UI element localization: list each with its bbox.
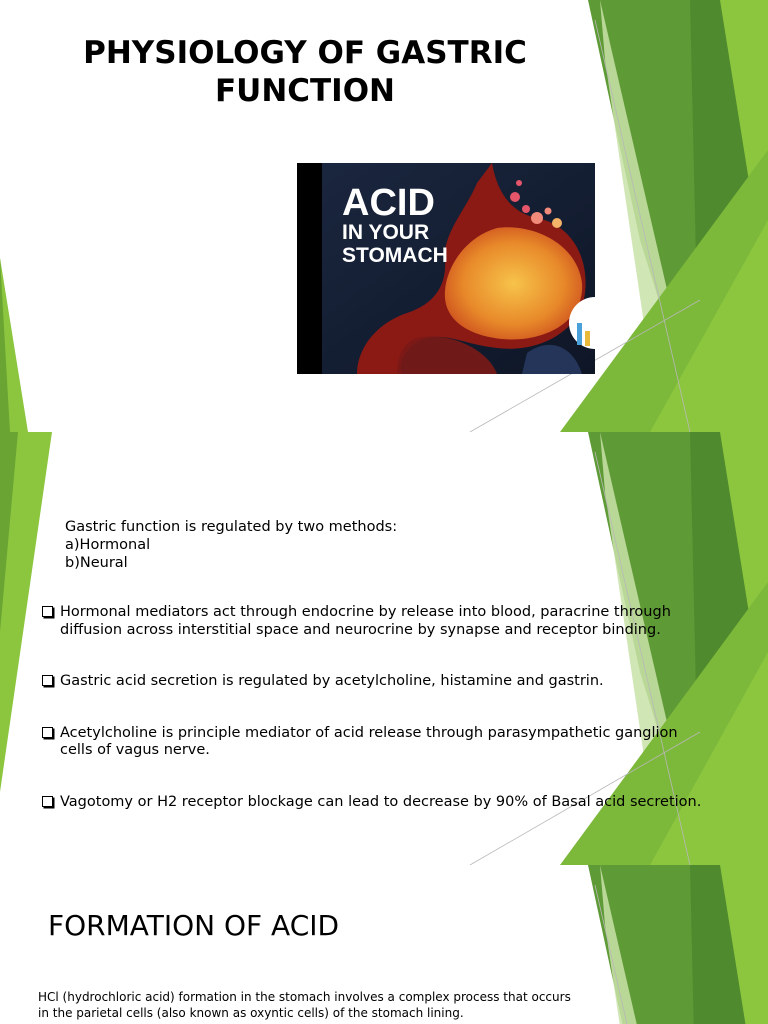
checkbox-bullet-icon [42, 606, 53, 617]
regulation-intro [65, 518, 397, 572]
slide-formation-of-acid [0, 865, 768, 1024]
section-title: FORMATION OF ACID [48, 909, 340, 942]
checkbox-bullet-icon [42, 675, 53, 686]
title-line-2: FUNCTION [214, 73, 396, 109]
slide-gastric-regulation [0, 432, 768, 865]
checkbox-bullet-icon [42, 727, 53, 738]
bullet-text-line: Hormonal mediators act through endocrine by release into blood, paracrine through [60, 604, 671, 620]
bullet-item [42, 794, 702, 812]
bullet-text-line: cells of vagus nerve. [60, 742, 210, 758]
bullet-text-line: diffusion across interstitial space and neurocrine by synapse and receptor binding. [60, 621, 661, 638]
bullet-list [42, 604, 702, 811]
image-heading-line-2: IN YOUR [342, 221, 430, 244]
slide-title-heading [40, 34, 570, 110]
bullet-text-line: Vagotomy or H2 receptor blockage can lead to decrease by 90% of Basal acid secretion. [60, 793, 702, 810]
image-heading-line-3: STOMACH [342, 244, 448, 267]
title-line-1: PHYSIOLOGY OF GASTRIC [83, 35, 527, 71]
body-text [38, 990, 583, 1021]
bullet-item [42, 604, 702, 639]
intro-line: Gastric function is regulated by two methods: [65, 519, 398, 535]
acid-in-stomach-image [297, 163, 595, 374]
bullet-text-line: Gastric acid secretion is regulated by acetylcholine, histamine and gastrin. [60, 673, 604, 689]
bullet-text-line: Acetylcholine is principle mediator of acid release through parasympathetic ganglion [60, 724, 678, 741]
body-text-line: in the parietal cells (also known as oxyntic cells) of the stomach lining. [38, 1005, 464, 1020]
checkbox-bullet-icon [42, 796, 53, 807]
intro-line: b)Neural [65, 555, 128, 571]
image-heading-line-1: ACID [342, 182, 435, 224]
bullet-item [42, 725, 702, 760]
body-text-line: HCl (hydrochloric acid) formation in the stomach involves a complex process that occurs [38, 990, 571, 1004]
bullet-item [42, 673, 702, 691]
slide-title [0, 0, 768, 432]
intro-line: a)Hormonal [65, 537, 151, 553]
